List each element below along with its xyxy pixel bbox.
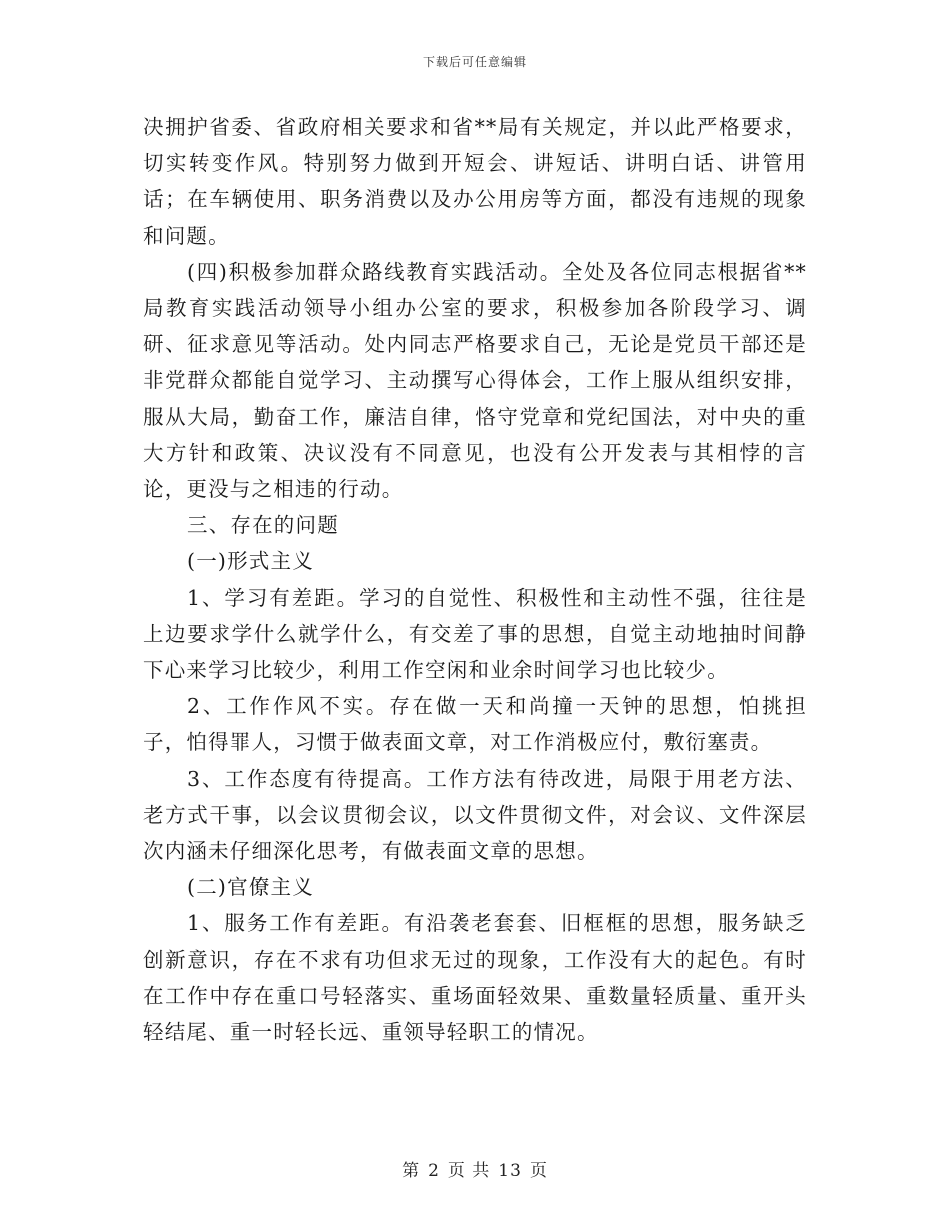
document-body <box>143 109 807 1050</box>
paragraph-section-4: (四)积极参加群众路线教育实践活动。全处及各位同志根据省**局教育实践活动领导小组办公室的要求，积极参加各阶段学习、调研、征求意见等活动。处内同志严格要求自己，无论是党员干部还是非党群众都能自觉学习、主动撰写心得体会，工作上服从组织安排，服从大局，勤奋工作，廉洁自律，恪守党章和党纪国法，对中央的重大方针和政策、决议没有不同意见，也没有公开发表与其相悖的言论，更没与之相违的行动。 <box>143 259 807 502</box>
footer-middle: 页 共 <box>447 1161 491 1181</box>
paragraph-item-2: 2、工作作风不实。存在做一天和尚撞一天钟的思想，怕挑担子，怕得罪人，习惯于做表面文章，对工作消极应付，敷衍塞责。 <box>143 694 807 755</box>
paragraph-item-1: 1、学习有差距。学习的自觉性、积极性和主动性不强，往往是上边要求学什么就学什么，有交差了事的思想，自觉主动地抽时间静下心来学习比较少，利用工作空闲和业余时间学习也比较少。 <box>143 585 807 683</box>
section-heading-problems: 三、存在的问题 <box>187 513 339 538</box>
page-header: 下载后可任意编辑 <box>422 55 527 69</box>
footer-prefix: 第 <box>402 1161 421 1181</box>
footer-page-number: 2 <box>428 1161 440 1181</box>
footer-total-pages: 13 <box>498 1161 522 1181</box>
page-footer <box>0 1156 950 1181</box>
footer-suffix: 页 <box>529 1161 548 1181</box>
paragraph-item-3: 3、工作态度有待提高。工作方法有待改进，局限于用老方法、老方式干事，以会议贯彻会议，以文件贯彻文件，对会议、文件深层次内涵未仔细深化思考，有做表面文章的思想。 <box>143 766 807 864</box>
subheading-bureaucratism: (二)官僚主义 <box>187 875 314 900</box>
subheading-formalism: (一)形式主义 <box>187 549 314 574</box>
paragraph-continuation: 决拥护省委、省政府相关要求和省**局有关规定，并以此严格要求，切实转变作风。特别努力做到开短会、讲短话、讲明白话、讲管用话；在车辆使用、职务消费以及办公用房等方面，都没有违规的现象和问题。 <box>143 115 807 248</box>
paragraph-service-item-1: 1、服务工作有差距。有沿袭老套套、旧框框的思想，服务缺乏创新意识，存在不求有功但求无过的现象，工作没有大的起色。有时在工作中存在重口号轻落实、重场面轻效果、重数量轻质量、重开头轻结尾、重一时轻长远、重领导轻职工的情况。 <box>143 911 807 1045</box>
